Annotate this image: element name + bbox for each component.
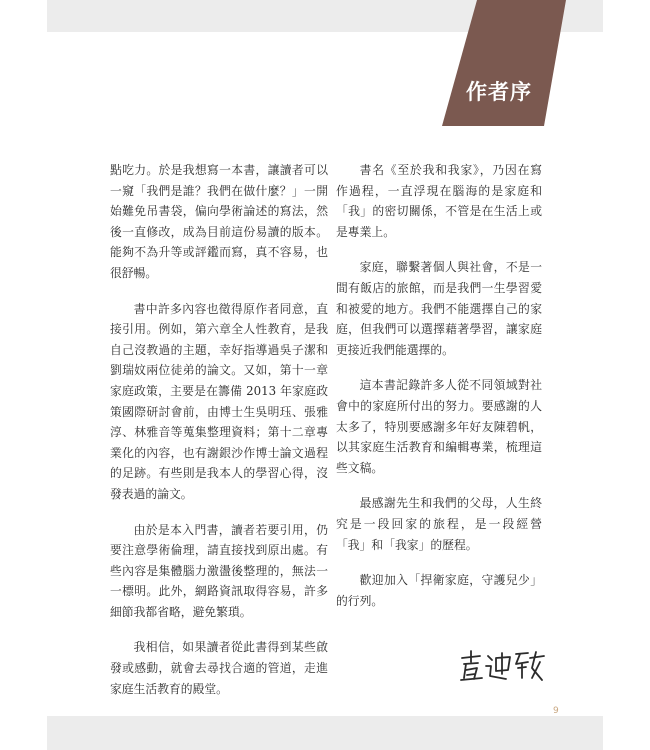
left-paragraph-1: 點吃力。於是我想寫一本書，讓讀者可以一窺「我們是誰？我們在做什麼？」一開始難免吊書袋，偏向學術論述的寫法，然後一直修改，成為目前這份易讀的版本。能夠不為升等或評鑑而寫，真不容易，也很舒暢。: [110, 163, 328, 280]
title-banner-background: [442, 0, 566, 126]
bottom-margin-bar: [47, 716, 603, 750]
title-banner: [0, 0, 650, 140]
author-signature: [458, 648, 548, 688]
left-paragraph-3: 由於是本入門書，讀者若要引用，仍要注意學術倫理，請直接找到原出處。有些內容是集體腦力激盪後整理的，無法一一標明。此外，網路資訊取得容易，許多細節我都省略，避免繁瑣。: [110, 522, 328, 619]
signature-handwriting: [458, 648, 548, 684]
page-title: 作者序: [466, 79, 532, 104]
right-paragraph-2: 家庭，聯繫著個人與社會，不是一間有飯店的旅館，而是我們一生學習愛和被愛的地方。我們不能選擇自己的家庭，但我們可以選擇藉著學習，讓家庭更接近我們能選擇的。: [336, 260, 542, 357]
right-paragraph-5: 歡迎加入「捍衛家庭，守護兒少」的行列。: [336, 573, 542, 608]
left-paragraph-2: 書中許多內容也徵得原作者同意，直接引用。例如，第六章全人性教育，是我自己沒教過的主題，幸好指導過吳子潔和劉瑞妏兩位徒弟的論文。又如，第十一章家庭政策，主要是在籌備 2013 年家庭政策國際研討會前，由博士生吳明珏、張雅淳、林雅音等蒐集整理資料；第十二章專業化的內容，也有謝銀沙作博士論文過程的足跡。有些則是我本人的學習心得，沒發表過的論文。: [110, 301, 328, 501]
left-column: [110, 160, 328, 714]
right-paragraph-1: 書名《至於我和我家》，乃因在寫作過程，一直浮現在腦海的是家庭和「我」的密切關係，不管是在生活上或是專業上。: [336, 163, 542, 239]
right-column: [336, 160, 542, 626]
page-number: 9: [553, 706, 559, 716]
right-paragraph-4: 最感謝先生和我們的父母，人生終究是一段回家的旅程，是一段經營「我」和「我家」的歷程。: [336, 496, 542, 552]
left-paragraph-4: 我相信，如果讀者從此書得到某些啟發或感動，就會去尋找合適的管道，走進家庭生活教育的殿堂。: [110, 640, 328, 696]
title-banner-shape: [0, 0, 650, 140]
right-paragraph-3: 這本書記錄許多人從不同領域對社會中的家庭所付出的努力。要感謝的人太多了，特別要感謝多年好友陳碧帆，以其家庭生活教育和編輯專業，梳理這些文稿。: [336, 378, 542, 475]
